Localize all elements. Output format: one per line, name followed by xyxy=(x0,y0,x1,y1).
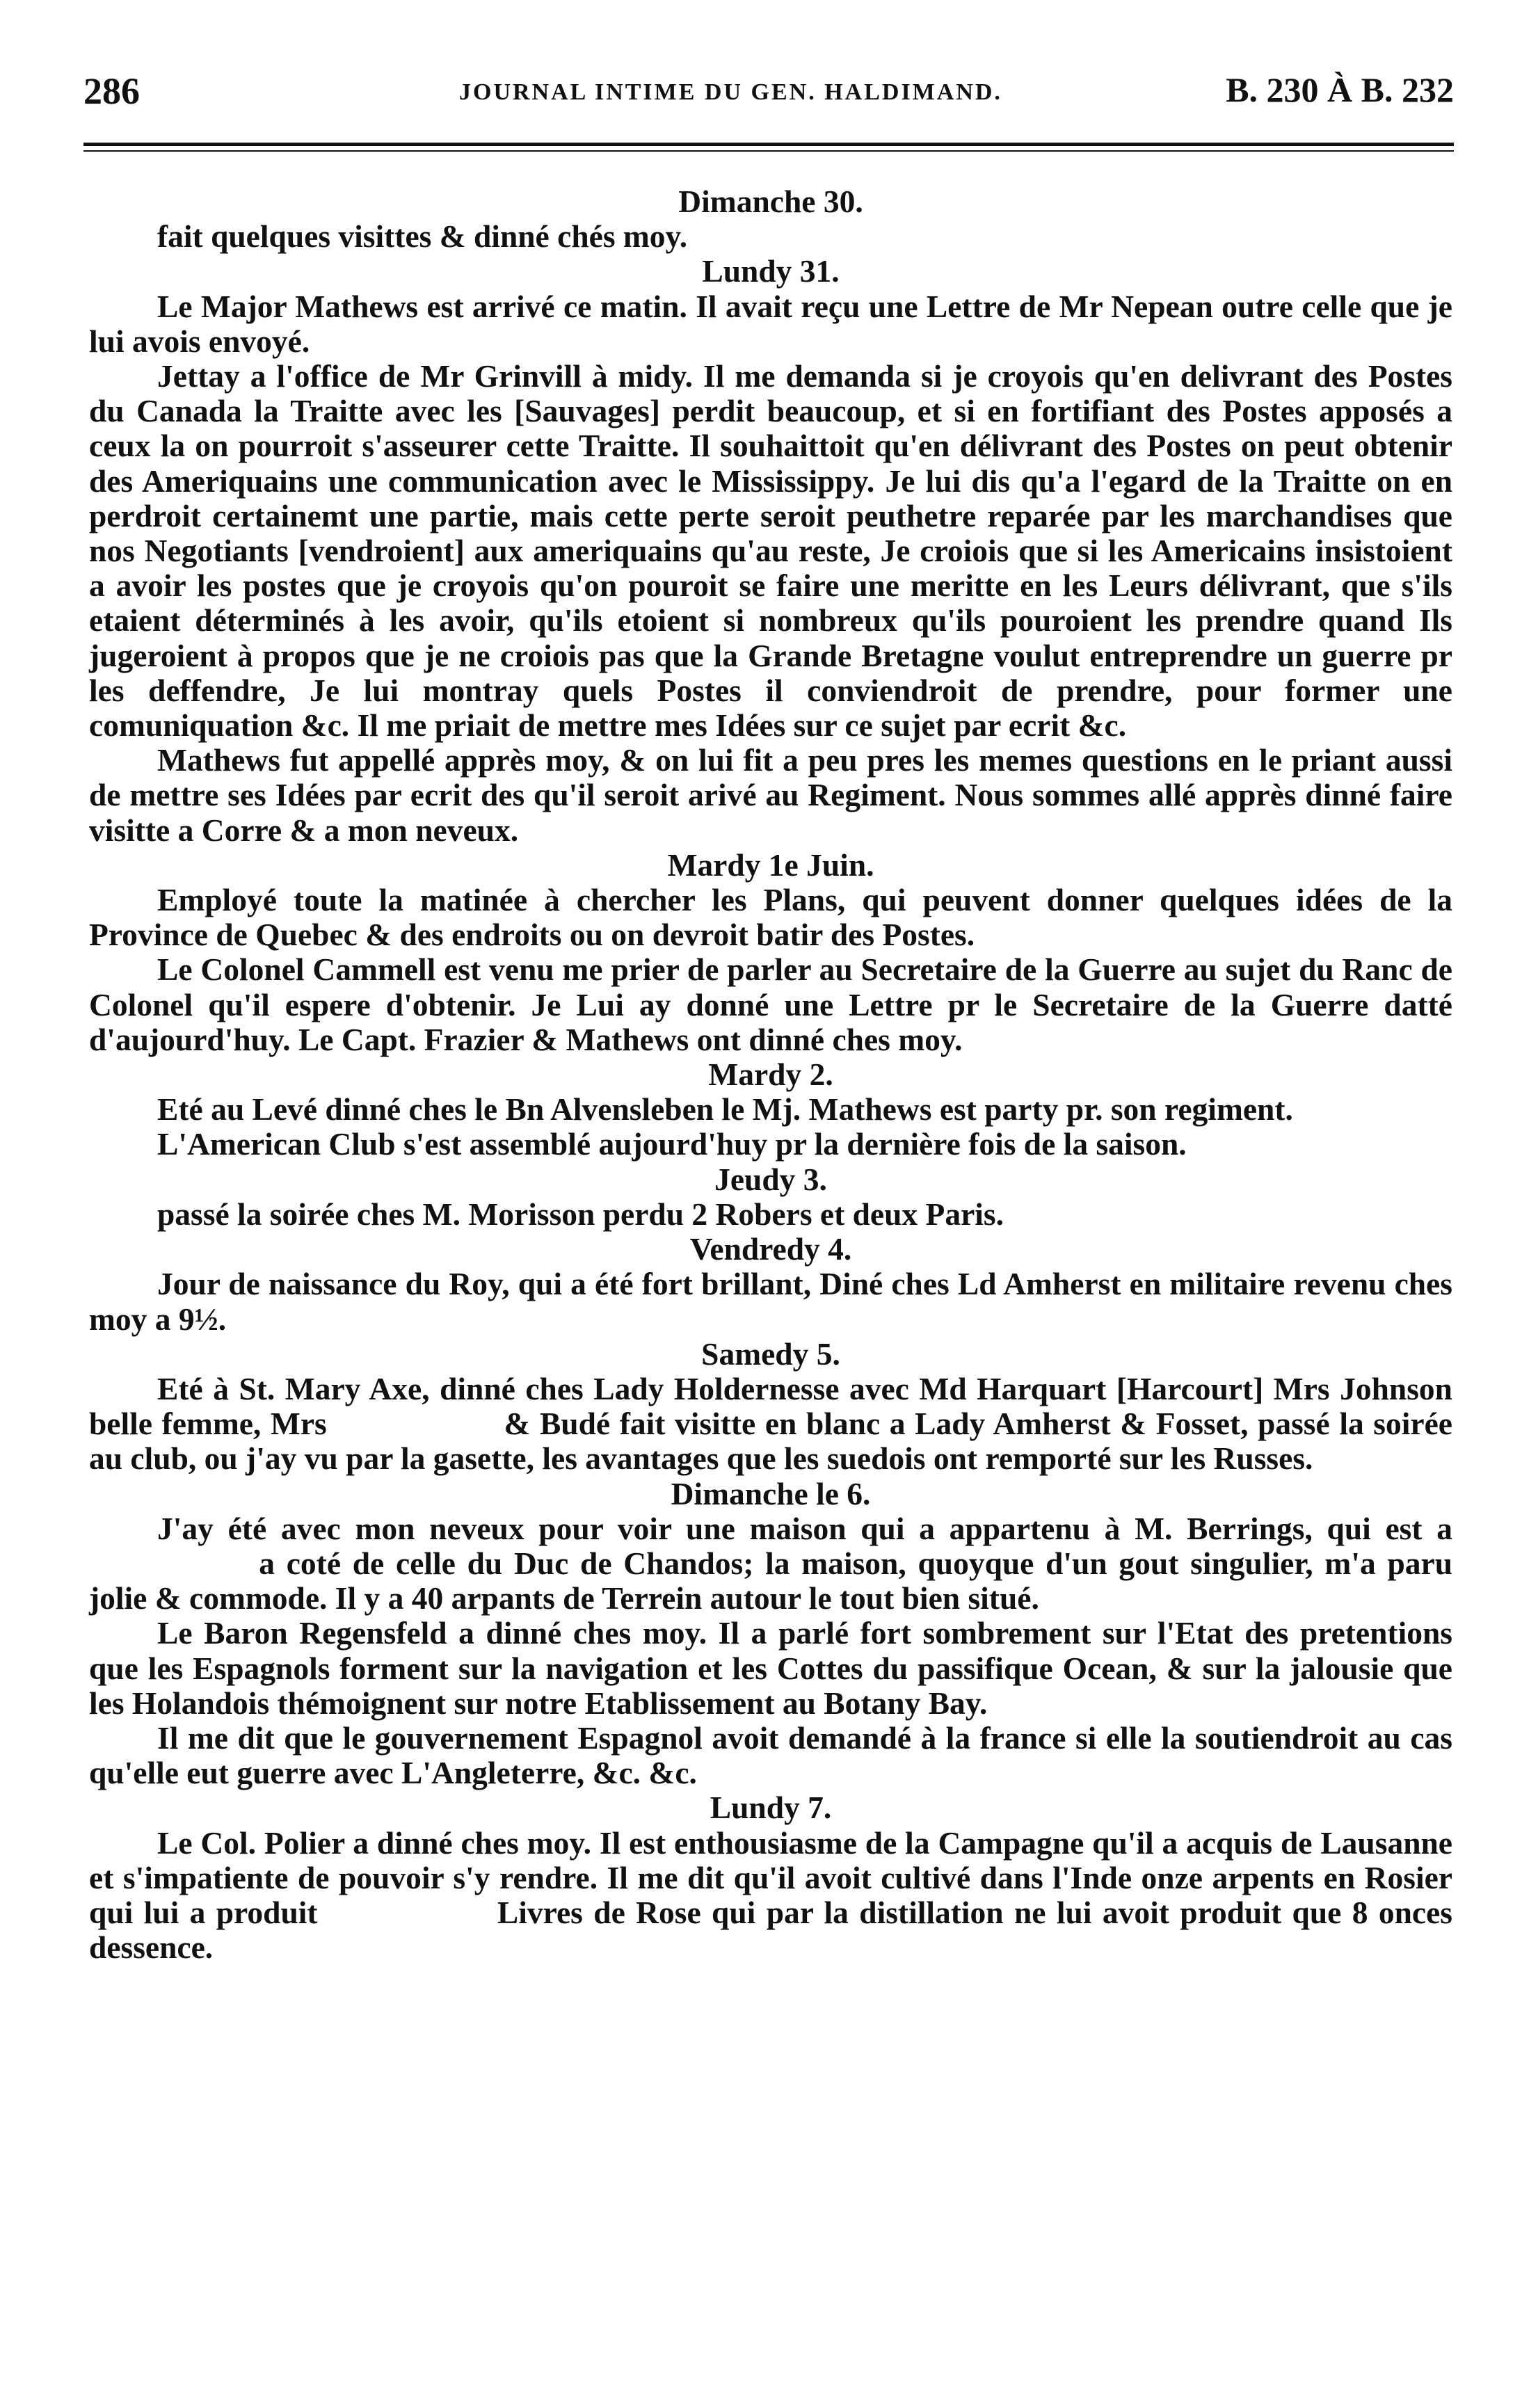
journal-paragraph: L'American Club s'est assemblé aujourd'huy pr la dernière fois de la saison. xyxy=(157,1126,1187,1162)
journal-paragraph: passé la soirée ches M. Morisson perdu 2 Robers et deux Paris. xyxy=(157,1196,1004,1232)
journal-paragraph: Le Col. Polier a dinné ches moy. Il est enthousiasme de la Campagne qu'il a acquis de Lausanne et s'impatiente de pouvoir s'y rendre. Il me dit qu'il avoit cultivé dans l'Inde onze arpents en Rosier qui lui a produit Livres de Rose qui par la distillation ne lui avoit produit que 8 onces dessence. xyxy=(89,1824,1452,1966)
folio-reference: B. 230 À B. 232 xyxy=(1226,70,1454,109)
journal-paragraph: Il me dit que le gouvernement Espagnol avoit demandé à la france si elle la soutiendroit au cas qu'elle eut guerre avec L'Angleterre, &c. &c. xyxy=(89,1719,1452,1791)
entry-date-heading: Samedy 5. xyxy=(701,1335,840,1372)
header-rule-thick xyxy=(83,143,1454,146)
journal-paragraph: Eté au Levé dinné ches le Bn Alvensleben le Mj. Mathews est party pr. son regiment. xyxy=(157,1091,1293,1127)
entry-date-heading: Jeudy 3. xyxy=(714,1161,827,1197)
journal-body xyxy=(89,184,1452,1965)
journal-paragraph: Le Colonel Cammell est venu me prier de parler au Secretaire de la Guerre au sujet du Ranc de Colonel qu'il espere d'obtenir. Je Lui ay donné une Lettre pr le Secretaire de la Guerre datté d'aujourd'huy. Le Capt. Frazier & Mathews ont dinné ches moy. xyxy=(89,952,1452,1057)
journal-paragraph: Jettay a l'office de Mr Grinvill à midy. Il me demanda si je croyois qu'en delivrant des Postes du Canada la Traitte avec les [Sauvages] perdit beaucoup, et si en fortifiant des Postes apposés a ceux la on pourroit s'asseurer cette Traitte. Il souhaittoit qu'en délivrant des Postes on peut obtenir des Ameriquains une communication avec le Mississippy. Je lui dis qu'a l'egard de la Traitte on en perdroit certainemt une partie, mais cette perte seroit peuthetre reparée par les marchandises que nos Negotiants [vendroient] aux ameriquains qu'au reste, Je croiois que si les Americains insistoient a avoir les postes que je croyois qu'on pouroit se faire une meritte en les Leurs délivrant, que s'ils etaient déterminés à les avoir, qu'ils etoient si nombreux qu'ils pouroient les prendre quand Ils jugeroient à propos que je ne croiois pas que la Grande Bretagne voulut entreprendre un guerre pr les deffendre, Je lui montray quels Postes il conviendroit de prendre, pour former une comuniquation &c. Il me priait de mettre mes Idées sur ce sujet par ecrit &c. xyxy=(89,358,1452,744)
entry-date-heading: Dimanche le 6. xyxy=(671,1475,871,1511)
journal-paragraph: Eté à St. Mary Axe, dinné ches Lady Holdernesse avec Md Harquart [Harcourt] Mrs Johnson belle femme, Mrs & Budé fait visitte en blanc a Lady Amherst & Fosset, passé la soirée au club, ou j'ay vu par la gasette, les avantages que les suedois ont remporté sur les Russes. xyxy=(89,1370,1452,1477)
entry-date-heading: Mardy 2. xyxy=(708,1057,833,1093)
journal-paragraph: Jour de naissance du Roy, qui a été fort brillant, Diné ches Ld Amherst en militaire revenu ches moy a 9½. xyxy=(89,1266,1452,1337)
journal-paragraph: fait quelques visittes & dinné chés moy. xyxy=(157,218,688,255)
journal-paragraph: Le Baron Regensfeld a dinné ches moy. Il a parlé fort sombrement sur l'Etat des pretentions que les Espagnols forment sur la navigation et les Cottes du passifique Ocean, & sur la jalousie que les Holandois thémoignent sur notre Etablissement au Botany Bay. xyxy=(89,1615,1452,1721)
running-header xyxy=(83,70,1454,118)
running-title: JOURNAL INTIME DU GEN. HALDIMAND. xyxy=(459,79,1002,105)
entry-date-heading: Mardy 1e Juin. xyxy=(667,846,874,883)
entry-date-heading: Dimanche 30. xyxy=(678,184,863,219)
entry-date-heading: Lundy 31. xyxy=(702,253,840,289)
entry-date-heading: Vendredy 4. xyxy=(689,1231,852,1267)
header-rule-thin xyxy=(83,150,1454,152)
page-number: 286 xyxy=(83,70,140,112)
journal-paragraph: J'ay été avec mon neveux pour voir une maison qui a appartenu à M. Berrings, qui est a a coté de celle du Duc de Chandos; la maison, quoyque d'un gout singulier, m'a paru jolie & commode. Il y a 40 arpants de Terrein autour le tout bien situé. xyxy=(89,1510,1452,1616)
entry-date-heading: Lundy 7. xyxy=(710,1790,832,1826)
journal-paragraph: Le Major Mathews est arrivé ce matin. Il avait reçu une Lettre de Mr Nepean outre celle que je lui avois envoyé. xyxy=(89,288,1452,359)
journal-paragraph: Mathews fut appellé apprès moy, & on lui fit a peu pres les memes questions en le priant aussi de mettre ses Idées par ecrit des qu'il seroit arivé au Regiment. Nous sommes allé apprès dinné faire visitte a Corre & a mon neveux. xyxy=(89,742,1452,848)
journal-paragraph: Employé toute la matinée à chercher les Plans, qui peuvent donner quelques idées de la Province de Quebec & des endroits ou on devroit batir des Postes. xyxy=(89,882,1452,953)
